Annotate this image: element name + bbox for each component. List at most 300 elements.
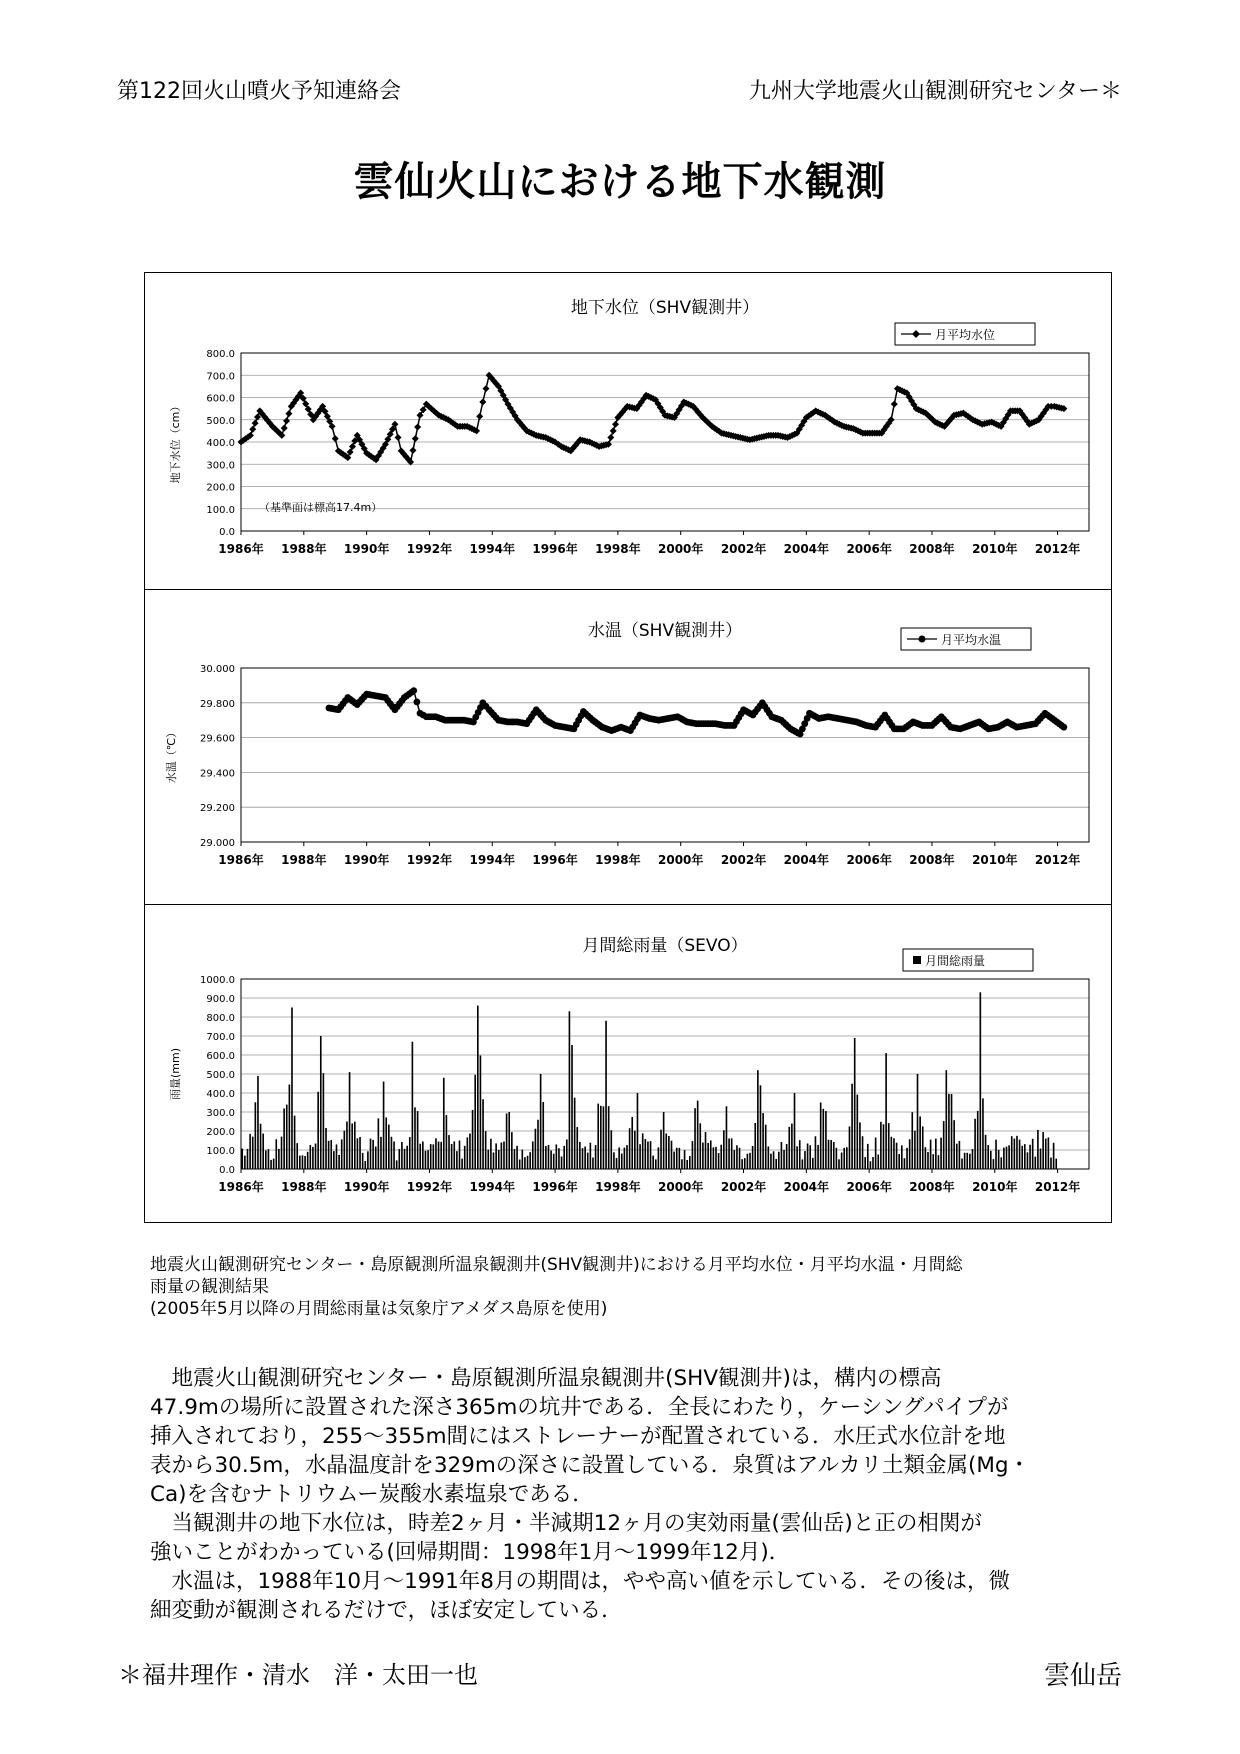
x-tick-label: 2000年 <box>658 1180 704 1194</box>
bar <box>320 1036 322 1169</box>
bar <box>668 1136 670 1169</box>
bar <box>917 1074 919 1169</box>
bar <box>490 1139 492 1169</box>
bar <box>707 1143 709 1169</box>
bar <box>618 1147 620 1169</box>
bar <box>694 1108 696 1169</box>
bar <box>563 1146 565 1169</box>
bar <box>631 1117 633 1169</box>
bar <box>624 1148 626 1169</box>
bar <box>616 1158 618 1169</box>
bar <box>893 1138 895 1169</box>
bar <box>736 1145 738 1169</box>
x-tick-label: 2006年 <box>846 542 892 556</box>
bar <box>843 1148 845 1169</box>
y-tick-label: 0.0 <box>219 527 235 538</box>
bar <box>966 1153 968 1169</box>
bar <box>699 1123 701 1169</box>
legend-marker <box>919 636 926 643</box>
bar <box>419 1144 421 1169</box>
bar <box>652 1156 654 1169</box>
body-line: Ca)を含むナトリウムー炭酸水素塩泉である． <box>150 1482 594 1507</box>
caption-line: 雨量の観測結果 <box>150 1277 269 1297</box>
bar <box>296 1143 298 1169</box>
bar <box>391 1137 393 1169</box>
bar <box>809 1145 811 1169</box>
bar <box>867 1144 869 1169</box>
x-tick-label: 2012年 <box>1034 542 1081 556</box>
bar <box>833 1142 835 1169</box>
bar <box>451 1144 453 1169</box>
bar <box>315 1144 317 1169</box>
bar <box>880 1122 882 1169</box>
y-tick-label: 29.400 <box>200 768 235 780</box>
bar <box>1006 1147 1008 1169</box>
bar <box>422 1141 424 1169</box>
data-point <box>612 421 619 428</box>
y-axis-label: 水温（℃） <box>165 726 178 784</box>
bar <box>286 1105 288 1169</box>
y-axis-label: 雨量(mm) <box>169 1047 182 1101</box>
bar <box>791 1124 793 1169</box>
bar <box>396 1160 398 1169</box>
bar <box>584 1146 586 1169</box>
bar <box>980 992 982 1169</box>
bar <box>351 1123 353 1169</box>
bar <box>647 1142 649 1169</box>
bar <box>773 1151 775 1169</box>
y-tick-label: 300.0 <box>206 460 235 472</box>
bar <box>768 1146 770 1169</box>
bar <box>404 1149 406 1169</box>
x-tick-label: 1986年 <box>218 1180 264 1194</box>
bar <box>440 1142 442 1169</box>
chart-panel-water-temperature <box>145 590 1111 905</box>
bar <box>501 1143 503 1169</box>
bar <box>927 1152 929 1169</box>
bar <box>417 1111 419 1169</box>
bar <box>307 1152 309 1169</box>
bar <box>1042 1132 1044 1169</box>
bar <box>438 1142 440 1169</box>
bar <box>752 1146 754 1169</box>
body-line: 強いことがわかっている(回帰期間：1998年1月～1999年12月)． <box>150 1540 791 1565</box>
bar <box>938 1155 940 1169</box>
bar <box>482 1099 484 1169</box>
bar <box>498 1150 500 1169</box>
bar <box>807 1143 809 1169</box>
bar <box>864 1157 866 1169</box>
bar <box>993 1159 995 1169</box>
x-tick-label: 2000年 <box>658 853 704 867</box>
bar <box>1029 1145 1031 1169</box>
y-axis-label: 地下水位（cm） <box>169 400 182 484</box>
y-tick-label: 30.000 <box>200 664 235 675</box>
bar <box>891 1137 893 1169</box>
figure-frame <box>144 272 1112 1223</box>
bar <box>605 1021 607 1169</box>
y-tick-label: 0.0 <box>219 1165 235 1176</box>
bar <box>550 1151 552 1169</box>
bar <box>273 1159 275 1169</box>
bar <box>710 1140 712 1169</box>
bar <box>964 1153 966 1169</box>
x-tick-label: 1990年 <box>343 542 390 556</box>
x-tick-label: 1992年 <box>406 1180 453 1194</box>
bar <box>681 1159 683 1169</box>
bar <box>1016 1136 1018 1169</box>
bar <box>375 1147 377 1169</box>
bar <box>545 1146 547 1169</box>
bar <box>969 1154 971 1169</box>
bar <box>744 1158 746 1169</box>
x-tick-label: 1996年 <box>532 1180 578 1194</box>
bar <box>309 1145 311 1169</box>
bar <box>474 1075 476 1169</box>
bar <box>689 1156 691 1169</box>
bar <box>838 1159 840 1169</box>
bar <box>1040 1149 1042 1169</box>
bar <box>697 1101 699 1169</box>
x-tick-label: 1986年 <box>218 853 264 867</box>
bar <box>896 1143 898 1169</box>
bar <box>720 1145 722 1169</box>
data-point <box>283 417 290 424</box>
bar <box>548 1145 550 1169</box>
bar <box>409 1137 411 1169</box>
bar <box>511 1132 513 1169</box>
bar <box>998 1150 1000 1169</box>
x-tick-label: 2002年 <box>720 542 767 556</box>
bar <box>922 1126 924 1169</box>
x-tick-label: 1996年 <box>532 542 578 556</box>
bar <box>786 1144 788 1169</box>
x-tick-label: 1998年 <box>595 542 641 556</box>
bar <box>919 1116 921 1169</box>
body-line: 挿入されており，255～355m間にはストレーナーが配置されている．水圧式水位計を地 <box>150 1424 1006 1449</box>
bar <box>336 1144 338 1169</box>
bar <box>359 1137 361 1169</box>
bar <box>529 1152 531 1169</box>
x-tick-label: 2002年 <box>720 853 767 867</box>
y-tick-label: 29.600 <box>200 733 235 745</box>
data-point <box>420 406 427 413</box>
x-tick-label: 1988年 <box>281 853 327 867</box>
x-tick-label: 1996年 <box>532 853 578 867</box>
figure-caption <box>150 1254 1090 1320</box>
bar <box>757 1070 759 1169</box>
data-point <box>476 413 483 420</box>
y-tick-label: 500.0 <box>206 415 235 427</box>
data-point <box>479 398 486 405</box>
bar <box>532 1141 534 1169</box>
bar <box>448 1135 450 1169</box>
bar <box>433 1144 435 1169</box>
x-tick-label: 1998年 <box>595 853 641 867</box>
bar <box>354 1122 356 1169</box>
x-tick-label: 1986年 <box>218 542 264 556</box>
x-tick-label: 2006年 <box>846 1180 892 1194</box>
bar <box>948 1094 950 1169</box>
y-tick-label: 800.0 <box>206 1013 235 1024</box>
bar <box>459 1140 461 1169</box>
bar <box>959 1141 961 1169</box>
volcano-name: 雲仙岳 <box>1043 1661 1122 1691</box>
y-tick-label: 1000.0 <box>200 975 235 986</box>
y-tick-label: 100.0 <box>206 1146 235 1157</box>
data-point <box>1060 724 1067 731</box>
bar <box>645 1139 647 1169</box>
bar <box>1032 1139 1034 1169</box>
bar <box>726 1106 728 1169</box>
bar <box>702 1143 704 1169</box>
bar <box>830 1140 832 1169</box>
bar <box>1024 1144 1026 1169</box>
body-line: 水温は，1988年10月～1991年8月の期間は，やや高い値を示している．その後は，微 <box>150 1569 1010 1594</box>
y-tick-label: 400.0 <box>206 1089 235 1100</box>
bar <box>357 1138 359 1169</box>
chart-title: 地下水位（SHV観測井） <box>570 298 760 318</box>
bar <box>346 1122 348 1169</box>
bar <box>621 1154 623 1169</box>
x-tick-label: 2004年 <box>783 542 830 556</box>
bar <box>940 1138 942 1169</box>
bar <box>982 1098 984 1169</box>
bar <box>854 1038 856 1169</box>
bar <box>590 1143 592 1169</box>
bar <box>383 1082 385 1169</box>
data-point <box>413 699 420 706</box>
data-point <box>249 426 256 433</box>
bar <box>851 1084 853 1169</box>
x-tick-label: 2010年 <box>972 542 1018 556</box>
bar <box>747 1154 749 1169</box>
data-point <box>285 410 292 417</box>
bar <box>388 1125 390 1169</box>
bar <box>930 1140 932 1169</box>
x-tick-label: 2008年 <box>909 542 955 556</box>
y-tick-label: 29.000 <box>200 838 235 849</box>
bar <box>425 1151 427 1169</box>
bar <box>289 1085 291 1169</box>
bar <box>906 1148 908 1169</box>
bar <box>569 1011 571 1169</box>
bar <box>412 1042 414 1169</box>
bar <box>914 1131 916 1169</box>
bar <box>1048 1137 1050 1169</box>
bar <box>788 1127 790 1169</box>
bar <box>945 1070 947 1169</box>
legend-label: 月間総雨量 <box>925 954 986 968</box>
y-tick-label: 300.0 <box>206 1108 235 1119</box>
bar <box>385 1117 387 1169</box>
data-point <box>281 425 288 432</box>
bar <box>741 1159 743 1169</box>
body-line: 当観測井の地下水位は，時差2ヶ月・半減期12ヶ月の実効雨量(雲仙岳)と正の相関が <box>150 1511 982 1536</box>
bar <box>1021 1146 1023 1169</box>
legend-label: 月平均水位 <box>935 328 996 342</box>
bar <box>794 1093 796 1169</box>
bar <box>663 1112 665 1169</box>
bar <box>1014 1139 1016 1169</box>
bar <box>841 1153 843 1169</box>
y-tick-label: 600.0 <box>206 1051 235 1062</box>
bar <box>427 1150 429 1169</box>
bar <box>506 1113 508 1169</box>
x-tick-label: 1992年 <box>406 853 453 867</box>
bar <box>828 1140 830 1169</box>
x-tick-label: 1988年 <box>281 1180 327 1194</box>
bar <box>825 1111 827 1169</box>
bar <box>888 1123 890 1169</box>
bar <box>270 1160 272 1169</box>
bar <box>629 1128 631 1169</box>
bar <box>574 1098 576 1169</box>
bar <box>987 1145 989 1169</box>
bar <box>815 1136 817 1169</box>
bar <box>414 1107 416 1169</box>
bar <box>456 1151 458 1169</box>
bar <box>241 1149 243 1169</box>
data-point <box>607 434 614 441</box>
bar <box>312 1147 314 1169</box>
bar <box>1027 1152 1029 1169</box>
bar <box>247 1149 249 1169</box>
bar <box>985 1135 987 1169</box>
bar <box>639 1144 641 1169</box>
bar <box>553 1154 555 1169</box>
bar <box>956 1144 958 1169</box>
body-line: 表から30.5m，水晶温度計を329mの深さに設置している．泉質はアルカリ土類金属(Mg・ <box>150 1453 1031 1478</box>
water-temperature-chart <box>145 590 1111 905</box>
body-line: 地震火山観測研究センター・島原観測所温泉観測井(SHV観測井)は，構内の標高 <box>150 1366 942 1391</box>
data-point <box>417 412 424 419</box>
page-title: 雲仙火山における地下水観測 <box>353 159 887 205</box>
x-tick-label: 1998年 <box>595 1180 641 1194</box>
bar <box>634 1131 636 1169</box>
data-point <box>395 434 402 441</box>
data-point <box>482 385 489 392</box>
bar <box>995 1140 997 1169</box>
bar <box>603 1106 605 1169</box>
bar <box>597 1104 599 1169</box>
bar <box>535 1129 537 1169</box>
bar <box>692 1141 694 1169</box>
bar <box>731 1138 733 1169</box>
bar <box>317 1092 319 1169</box>
bar <box>338 1155 340 1169</box>
bar <box>665 1133 667 1169</box>
bar <box>406 1146 408 1169</box>
bar <box>671 1141 673 1169</box>
bar <box>733 1150 735 1169</box>
bar <box>613 1152 615 1169</box>
bar <box>558 1148 560 1169</box>
bar <box>935 1139 937 1169</box>
bar <box>477 1006 479 1169</box>
bar <box>364 1161 366 1169</box>
bar <box>783 1150 785 1169</box>
data-point <box>414 423 421 430</box>
caption-line: 地震火山観測研究センター・島原観測所温泉観測井(SHV観測井)における月平均水位・月平均水温・月間総 <box>150 1255 963 1275</box>
bar <box>1055 1159 1057 1169</box>
bar <box>255 1102 257 1169</box>
bar <box>281 1137 283 1169</box>
chart-title: 月間総雨量（SEVO） <box>582 936 748 956</box>
bar <box>796 1146 798 1169</box>
bar <box>469 1134 471 1169</box>
bar <box>977 1111 979 1169</box>
bar <box>676 1148 678 1169</box>
bar <box>485 1131 487 1169</box>
bar <box>974 1119 976 1169</box>
chart-annotation: （基準面は標高17.4m） <box>259 501 383 514</box>
bar <box>1011 1136 1013 1169</box>
bar <box>542 1102 544 1169</box>
bar <box>472 1110 474 1169</box>
x-tick-label: 1990年 <box>343 853 390 867</box>
x-tick-label: 2006年 <box>846 853 892 867</box>
y-tick-label: 700.0 <box>206 1032 235 1043</box>
bar <box>626 1145 628 1169</box>
bar <box>283 1109 285 1169</box>
bar <box>802 1159 804 1169</box>
bar <box>760 1085 762 1169</box>
bar <box>705 1132 707 1169</box>
y-tick-label: 600.0 <box>206 393 235 405</box>
x-tick-label: 2012年 <box>1034 853 1081 867</box>
chart-panel-water-level <box>145 273 1111 590</box>
x-tick-label: 1990年 <box>343 1180 390 1194</box>
bar <box>883 1124 885 1169</box>
y-tick-label: 700.0 <box>206 371 235 383</box>
bar <box>953 1120 955 1169</box>
bar <box>262 1134 264 1169</box>
bar <box>294 1116 296 1169</box>
y-tick-label: 400.0 <box>206 438 235 449</box>
y-tick-label: 900.0 <box>206 994 235 1005</box>
body-line: 細変動が観測されるだけで，ほぼ安定している． <box>150 1598 623 1623</box>
bar <box>778 1152 780 1169</box>
bar <box>493 1152 495 1169</box>
bar <box>749 1153 751 1169</box>
bar <box>872 1157 874 1169</box>
bar <box>608 1106 610 1169</box>
bar <box>527 1156 529 1169</box>
x-tick-label: 2010年 <box>972 1180 1018 1194</box>
bar <box>367 1151 369 1169</box>
x-tick-label: 2008年 <box>909 853 955 867</box>
bar <box>435 1138 437 1169</box>
bar <box>333 1151 335 1169</box>
bar <box>600 1106 602 1169</box>
bar <box>723 1130 725 1169</box>
y-tick-label: 800.0 <box>206 349 235 360</box>
bar <box>972 1149 974 1169</box>
bar <box>464 1146 466 1169</box>
bar <box>857 1095 859 1169</box>
bar <box>925 1147 927 1169</box>
bar <box>323 1073 325 1169</box>
bar <box>582 1148 584 1169</box>
bar <box>370 1139 372 1169</box>
bar <box>595 1145 597 1169</box>
bar <box>684 1150 686 1169</box>
bar <box>901 1145 903 1169</box>
bar <box>378 1118 380 1169</box>
y-tick-label: 200.0 <box>206 482 235 494</box>
bar <box>1045 1139 1047 1169</box>
